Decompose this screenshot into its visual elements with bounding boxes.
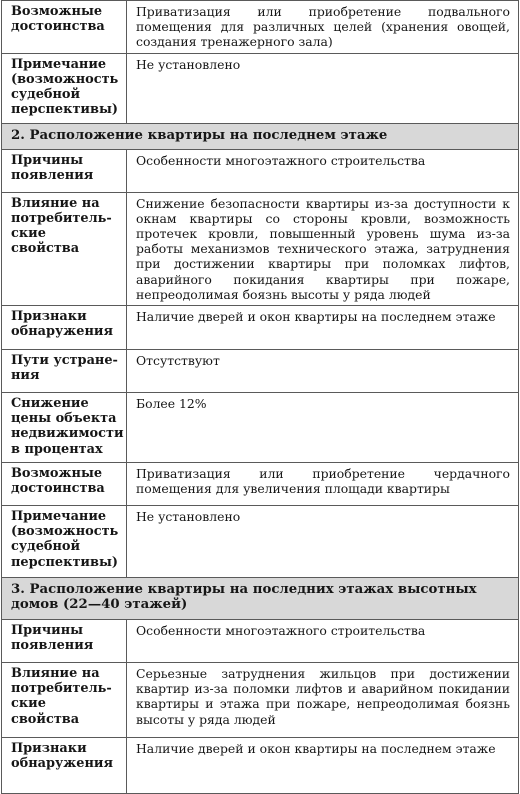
row-key: Причины появления: [2, 620, 127, 663]
row-key: Влияние на потребитель- ские свойства: [2, 192, 127, 305]
row-value: Более 12%: [127, 393, 519, 463]
section-title: 2. Расположение квартиры на последнем этаже: [2, 123, 519, 149]
row-value: Наличие дверей и окон квартиры на последнем этаже: [127, 738, 519, 794]
row-value: Отсутствуют: [127, 350, 519, 393]
row-value: Не установлено: [127, 53, 519, 123]
table-row: [2, 463, 519, 506]
row-value: Не установлено: [127, 506, 519, 578]
row-value: Наличие дверей и окон квартиры на последнем этаже: [127, 306, 519, 350]
row-key: Признаки обнаружения: [2, 738, 127, 794]
section-header-row: [2, 578, 519, 620]
row-key: Причины появления: [2, 149, 127, 192]
table-row: [2, 53, 519, 123]
row-key: Влияние на потребитель- ские свойства: [2, 663, 127, 738]
table-body: [2, 1, 519, 794]
row-key: Примечание (возможность судебной перспективы): [2, 506, 127, 578]
section-title: 3. Расположение квартиры на последних этажах высотных домов (22—40 этажей): [2, 578, 519, 620]
row-value: Приватизация или приобретение чердачного помещения для увеличения площади квартиры: [127, 463, 519, 506]
table-row: [2, 393, 519, 463]
table-row: [2, 1, 519, 54]
row-key: Признаки обнаружения: [2, 306, 127, 350]
table-row: [2, 620, 519, 663]
table-row: [2, 149, 519, 192]
row-key: Пути устране- ния: [2, 350, 127, 393]
section-header-row: [2, 123, 519, 149]
table-row: [2, 350, 519, 393]
row-value: Особенности многоэтажного строительства: [127, 620, 519, 663]
table-row: [2, 738, 519, 794]
row-value: Приватизация или приобретение подвального помещения для различных целей (хранения овощей, создания тренажерного зала): [127, 1, 519, 54]
table-row: [2, 192, 519, 305]
table-row: [2, 506, 519, 578]
row-key: Возможные достоинства: [2, 1, 127, 54]
row-key: Снижение цены объекта недвижимости в процентах: [2, 393, 127, 463]
row-value: Серьезные затруднения жильцов при достижении квартир из-за поломки лифтов и аварийном покидании квартиры и этажа при пожаре, непреодолимая боязнь высоты у ряда людей: [127, 663, 519, 738]
row-key: Примечание (возможность судебной перспективы): [2, 53, 127, 123]
row-value: Снижение безопасности квартиры из-за доступности к окнам квартиры со стороны кровли, возможность протечек кровли, повышенный уровень шума из-за работы механизмов технического этажа, затруднения при достижении квартиры при поломках лифтов, аварийного покидания квартиры при пожаре, непреодолимая боязнь высоты у ряда людей: [127, 192, 519, 305]
row-value: Особенности многоэтажного строительства: [127, 149, 519, 192]
row-key: Возможные достоинства: [2, 463, 127, 506]
table-row: [2, 663, 519, 738]
table-row: [2, 306, 519, 350]
property-defects-table: [1, 0, 519, 794]
